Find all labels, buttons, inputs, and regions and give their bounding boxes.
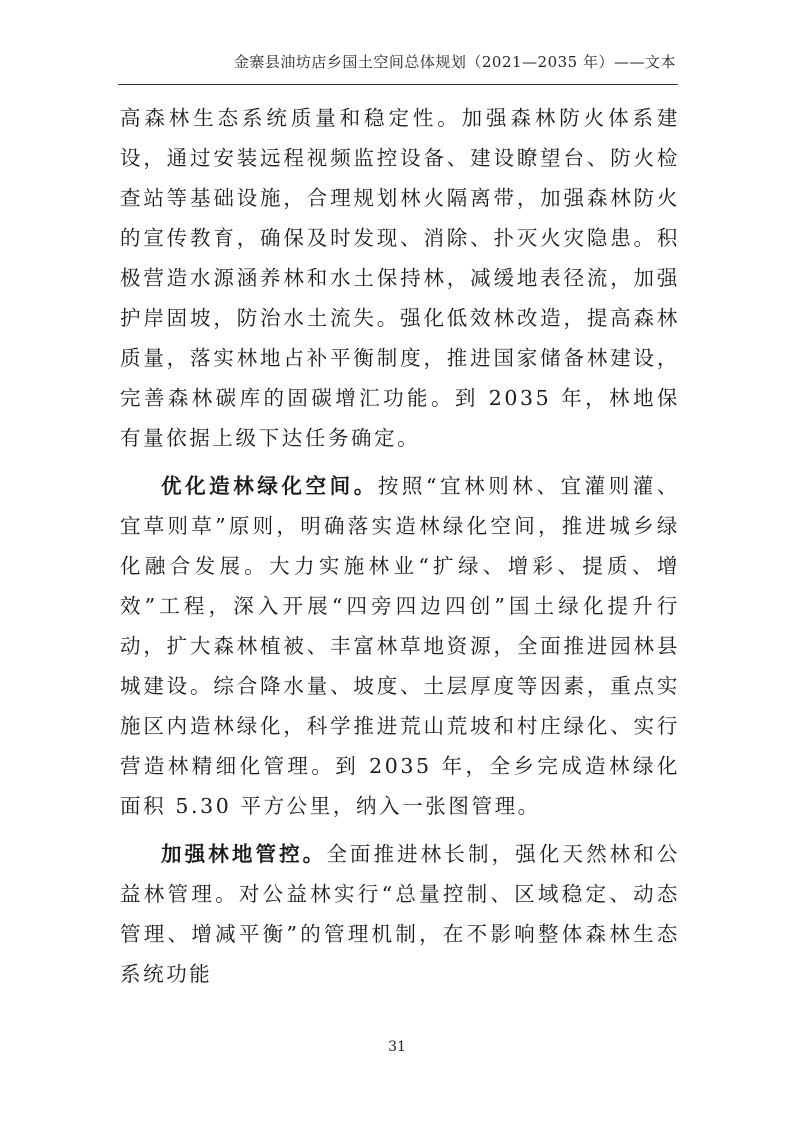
page-header: 金寨县油坊店乡国土空间总体规划（2021—2035 年）——文本 xyxy=(233,53,676,71)
paragraph-text: 全面推进林长制，强化天然林和公益林管理。对公益林实行“总量控制、区域稳定、动态管理、增减平衡”的管理机制，在不影响整体森林生态系统功能 xyxy=(120,842,681,986)
paragraph-lead-heading: 加强林地管控。 xyxy=(161,842,327,866)
paragraph-text: 高森林生态系统质量和稳定性。加强森林防火体系建设，通过安装远程视频监控设备、建设瞭望台、防火检查站等基础设施，合理规划林火隔离带，加强森林防火的宣传教育，确保及时发现、消除、扑灭火灾隐患。积极营造水源涵养林和水土保持林，减缓地表径流，加强护岸固坡，防治水土流失。强化低效林改造，提高森林质量，落实林地占补平衡制度，推进国家储备林建设，完善森林碳库的固碳增汇功能。到 2035 年，林地保有量依据上级下达任务确定。 xyxy=(120,106,680,450)
paragraph-afforestation-space xyxy=(120,466,680,826)
paragraph-forest-quality xyxy=(120,98,680,458)
header-divider xyxy=(118,84,678,85)
page-number: 31 xyxy=(388,1039,406,1055)
paragraph-forestland-control xyxy=(120,834,680,994)
paragraph-text: 按照“宜林则林、宜灌则灌、宜草则草”原则，明确落实造林绿化空间，推进城乡绿化融合发展。大力实施林业“扩绿、增彩、提质、增效”工程，深入开展“四旁四边四创”国土绿化提升行动，扩大森林植被、丰富林草地资源，全面推进园林县城建设。综合降水量、坡度、土层厚度等因素，重点实施区内造林绿化，科学推进荒山荒坡和村庄绿化、实行营造林精细化管理。到 2035 年，全乡完成造林绿化面积 5.30 平方公里，纳入一张图管理。 xyxy=(120,474,681,818)
document-body xyxy=(120,98,680,994)
paragraph-lead-heading: 优化造林绿化空间。 xyxy=(161,474,378,498)
